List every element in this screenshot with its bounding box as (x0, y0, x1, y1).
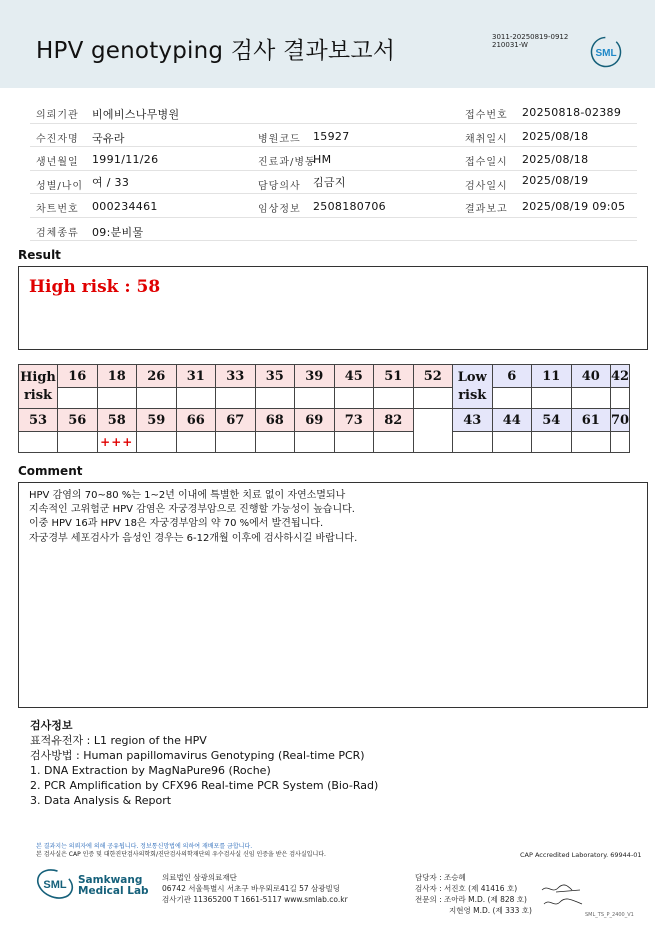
address-line: 의료법인 삼광의료재단 (162, 873, 237, 882)
genotype-cell: 82 (374, 409, 414, 432)
genotype-cell: 59 (137, 409, 177, 432)
doctor-label: 담당의사 (258, 180, 301, 192)
genotype-cell: 70 (611, 409, 630, 432)
address-line: 06742 서울특별시 서초구 바우뫼로41길 57 삼광빌딩 (162, 884, 341, 893)
patient-info-table (30, 100, 637, 241)
genotype-cell: 52 (413, 365, 453, 388)
company-address (162, 872, 348, 905)
test-info-title: 검사정보 (30, 719, 73, 732)
staff-line: 검사자 : 서진호 (제 41416 호) (415, 884, 518, 893)
notice-line2: 본 검사실은 CAP 인증 및 대한진단검사의학회/진단검사의학재단의 우수검사실 신임 인증을 받은 검사실입니다. (36, 851, 326, 858)
chart-label: 차트번호 (36, 204, 79, 215)
genotype-result-cell (295, 388, 335, 409)
genotype-cell: 45 (334, 365, 374, 388)
sex-age-label: 성별/나이 (36, 180, 84, 192)
footer-notice (36, 843, 326, 859)
hospital-code-label: 병원코드 (258, 133, 301, 145)
comment-line: HPV 감염의 70~80 %는 1~2년 이내에 특별한 치료 없이 자연소멸되나 (29, 490, 346, 501)
genotype-cell: 67 (216, 409, 256, 432)
genotype-result-cell (374, 388, 414, 409)
genotype-cell: 51 (374, 365, 414, 388)
genotype-result-cell (295, 432, 335, 453)
institution-label: 의뢰기관 (36, 110, 79, 121)
genotype-result-cell (492, 388, 532, 409)
genotype-result-cell (413, 388, 453, 409)
sml-logo (590, 36, 622, 68)
form-number: SML_TS_P_2400_V1 (585, 912, 634, 918)
genotype-cell: 33 (216, 365, 256, 388)
sex-age-value: 여 / 33 (92, 175, 130, 189)
test-information (30, 718, 378, 808)
info-row (30, 100, 637, 124)
dept-value: HM (313, 153, 332, 166)
company-name-line2: Medical Lab (78, 885, 149, 897)
cap-accreditation: CAP Accredited Laboratory. 69944-01 (520, 851, 642, 859)
genotype-result-cell (334, 432, 374, 453)
document-id-line1: 3011-20250819-0912 (492, 33, 569, 41)
patient-label: 수진자명 (36, 133, 79, 145)
genotype-result-cell (19, 432, 58, 453)
institution-value: 비에비스나무병원 (92, 108, 180, 121)
low-risk-label-line1: Low (457, 369, 487, 385)
genotype-result-cell (97, 388, 137, 409)
chart-value: 000234461 (92, 200, 158, 213)
collected-value: 2025/08/18 (522, 129, 589, 143)
genotype-cell: 26 (137, 365, 177, 388)
genotype-cell: 44 (492, 409, 532, 432)
genotype-cell: 69 (295, 409, 335, 432)
staff-list (415, 872, 532, 916)
genotype-cell: 68 (255, 409, 295, 432)
comment-line: 지속적인 고위험군 HPV 감염은 자궁경부암으로 진행할 가능성이 높습니다. (29, 504, 355, 516)
genotype-cell: 56 (58, 409, 98, 432)
comment-line: 이중 HPV 16과 HPV 18은 자궁경부암의 약 70 %에서 발견됩니다. (29, 518, 324, 530)
genotype-cell: 53 (19, 409, 58, 432)
low-risk-label-line2: risk (458, 387, 487, 403)
genotype-result-cell (58, 388, 98, 409)
genotype-cell: 42 (611, 365, 630, 388)
genotype-result-cell (137, 388, 177, 409)
doctor-value: 김금지 (313, 175, 346, 189)
genotype-cell: 11 (532, 365, 572, 388)
reported-value: 2025/08/19 09:05 (522, 200, 626, 213)
genotype-result-cell (532, 432, 572, 453)
signature-icon (538, 880, 586, 910)
info-row (30, 194, 637, 218)
high-risk-label (19, 365, 58, 409)
test-info-line: 표적유전자 : L1 region of the HPV (30, 734, 207, 747)
genotype-result-cell (176, 432, 216, 453)
genotype-cell: 39 (295, 365, 335, 388)
company-name (78, 875, 149, 897)
genotype-cell: 31 (176, 365, 216, 388)
info-row (30, 124, 637, 148)
genotype-result-cell (334, 388, 374, 409)
genotype-result-cell (216, 388, 256, 409)
genotype-result-cell (611, 388, 630, 409)
notice-line1: 본 결과지는 의뢰자에 의해 공유됩니다. 정보통신망법에 의하여 재배포를 금합니다. (36, 843, 253, 850)
genotype-result-cell: +++ (97, 432, 137, 453)
high-risk-label-line1: High (20, 369, 56, 385)
low-risk-label (453, 365, 493, 409)
result-section-label: Result (18, 248, 61, 262)
genotype-cell: 16 (58, 365, 98, 388)
comment-line: 자궁경부 세포검사가 음성인 경우는 6-12개월 이후에 검사하시길 바랍니다. (29, 532, 358, 544)
staff-line: 지현영 M.D. (제 333 호) (449, 906, 532, 915)
genotype-result-cell (571, 432, 611, 453)
staff-line: 전문의 : 조아라 M.D. (제 828 호) (415, 895, 527, 904)
genotype-cell: 73 (334, 409, 374, 432)
genotype-cell: 6 (492, 365, 532, 388)
genotype-cell: 35 (255, 365, 295, 388)
document-id-line2: 210031-W (492, 41, 528, 49)
comment-section-label: Comment (18, 464, 83, 478)
empty-cell (413, 409, 453, 453)
genotype-cell: 54 (532, 409, 572, 432)
genotype-result-cell (611, 432, 630, 453)
genotype-result-cell (532, 388, 572, 409)
address-line: 검사기관 11365200 T 1661-5117 www.smlab.co.kr (162, 895, 348, 904)
staff-line: 담당자 : 조승혜 (415, 873, 466, 882)
specimen-label: 검체종류 (36, 227, 79, 239)
genotype-table (18, 364, 630, 453)
received-label: 접수일시 (465, 157, 508, 168)
genotype-result-cell (176, 388, 216, 409)
genotype-result-cell (374, 432, 414, 453)
logo-text: SML (595, 48, 617, 59)
test-info-line: 검사방법 : Human papillomavirus Genotyping (Real-time PCR) (30, 749, 365, 762)
genotype-result-cell (453, 432, 493, 453)
samkwang-logo-icon (35, 869, 75, 899)
result-box (18, 266, 648, 350)
genotype-result-cell (255, 388, 295, 409)
genotype-result-cell (571, 388, 611, 409)
genotype-result-cell (58, 432, 98, 453)
collected-label: 채취일시 (465, 133, 508, 145)
test-info-line: 2. PCR Amplification by CFX96 Real-time PCR System (Bio-Rad) (30, 779, 379, 792)
report-title: HPV genotyping 검사 결과보고서 (36, 38, 396, 64)
tested-value: 2025/08/19 (522, 173, 589, 187)
info-row (30, 147, 637, 171)
dept-label: 진료과/병동 (258, 157, 316, 168)
patient-value: 국유라 (92, 131, 125, 145)
company-name-line1: Samkwang (78, 874, 143, 886)
test-info-line: 3. Data Analysis & Report (30, 794, 172, 807)
genotype-cell: 66 (176, 409, 216, 432)
genotype-cell: 18 (97, 365, 137, 388)
genotype-cell: 43 (453, 409, 493, 432)
specimen-value: 09:분비물 (92, 225, 144, 239)
received-value: 2025/08/18 (522, 153, 589, 166)
genotype-cell: 58 (97, 409, 137, 432)
info-row (30, 218, 637, 242)
clinical-value: 2508180706 (313, 200, 386, 213)
dob-label: 생년월일 (36, 157, 79, 168)
genotype-result-cell (137, 432, 177, 453)
result-text: High risk : 58 (29, 277, 161, 297)
genotype-cell: 40 (571, 365, 611, 388)
reported-label: 결과보고 (465, 204, 508, 215)
receipt-no-value: 20250818-02389 (522, 106, 622, 119)
tested-label: 검사일시 (465, 180, 508, 192)
dob-value: 1991/11/26 (92, 153, 159, 166)
info-row (30, 171, 637, 195)
footer-logo-text: SML (43, 879, 67, 891)
document-id (492, 33, 568, 49)
genotype-result-cell (255, 432, 295, 453)
genotype-cell: 61 (571, 409, 611, 432)
comment-box (18, 482, 648, 708)
genotype-result-cell (216, 432, 256, 453)
test-info-line: 1. DNA Extraction by MagNaPure96 (Roche) (30, 764, 271, 777)
genotype-result-cell (492, 432, 532, 453)
receipt-no-label: 접수번호 (465, 110, 508, 121)
high-risk-label-line2: risk (23, 387, 53, 403)
clinical-label: 임상정보 (258, 204, 301, 215)
hospital-code-value: 15927 (313, 129, 350, 143)
